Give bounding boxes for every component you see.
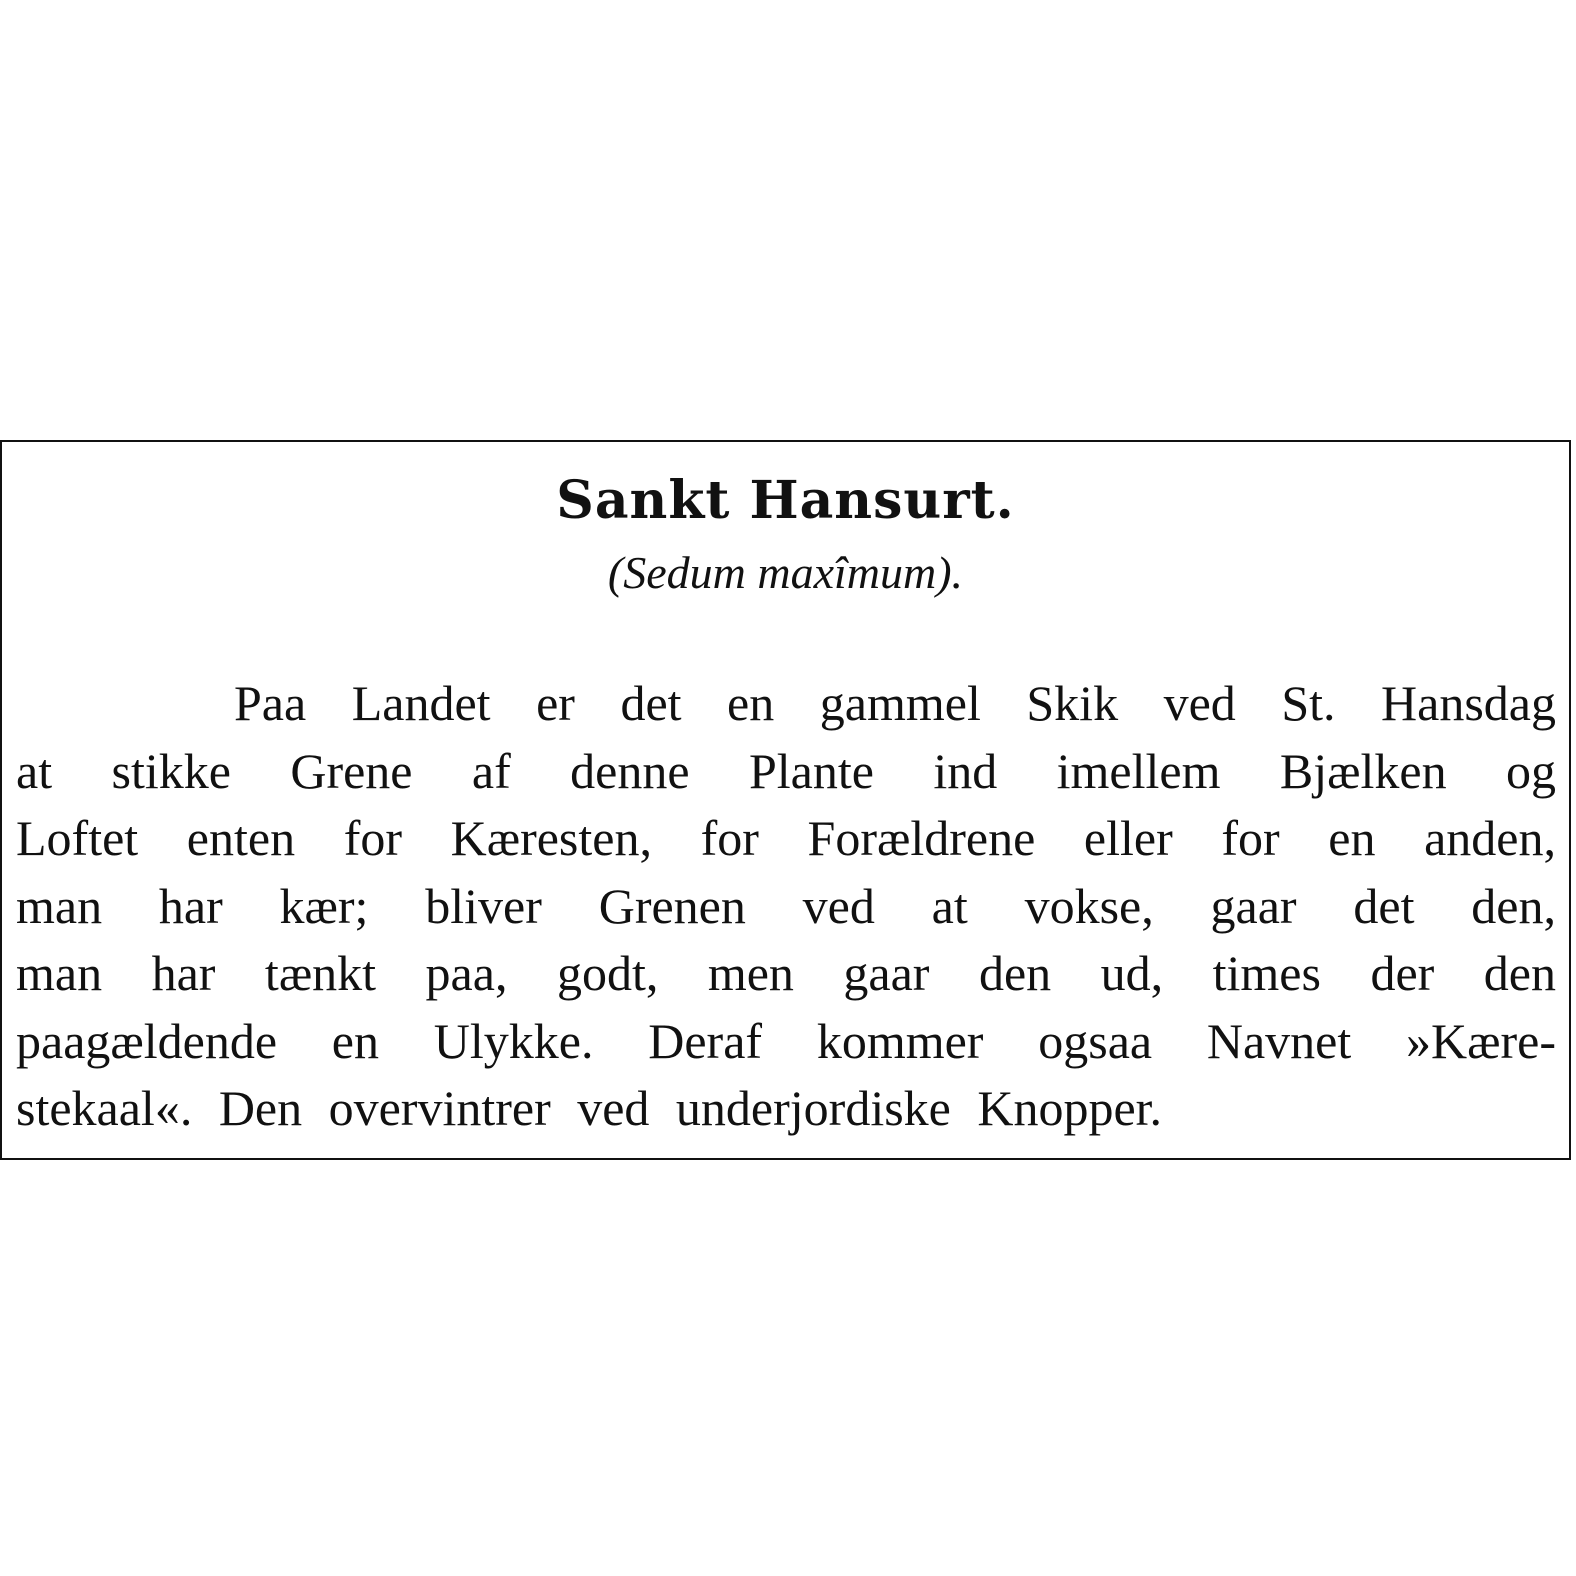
body-line: man har tænkt paa, godt, men gaar den ud, times der den: [16, 945, 1556, 1001]
body-paragraph: [16, 670, 1556, 1143]
body-line: Loftet enten for Kæresten, for Forældrene eller for en anden,: [16, 810, 1556, 866]
latin-name: (Sedum maxîmum).: [607, 547, 964, 598]
body-line: at stikke Grene af denne Plante ind imellem Bjælken og: [16, 742, 1556, 799]
body-line: man har kær; bliver Grenen ved at vokse, gaar det den,: [16, 877, 1556, 934]
body-line: paagældende en Ulykke. Deraf kommer ogsaa Navnet »Kære-: [16, 1012, 1556, 1069]
entry-title: Sankt Hansurt.: [556, 470, 1015, 531]
body-line: Paa Landet er det en gammel Skik ved St. Hansdag: [234, 675, 1556, 731]
text-box: [0, 440, 1571, 1160]
body-line: stekaal«. Den overvintrer ved underjordiske Knopper.: [16, 1080, 1163, 1136]
